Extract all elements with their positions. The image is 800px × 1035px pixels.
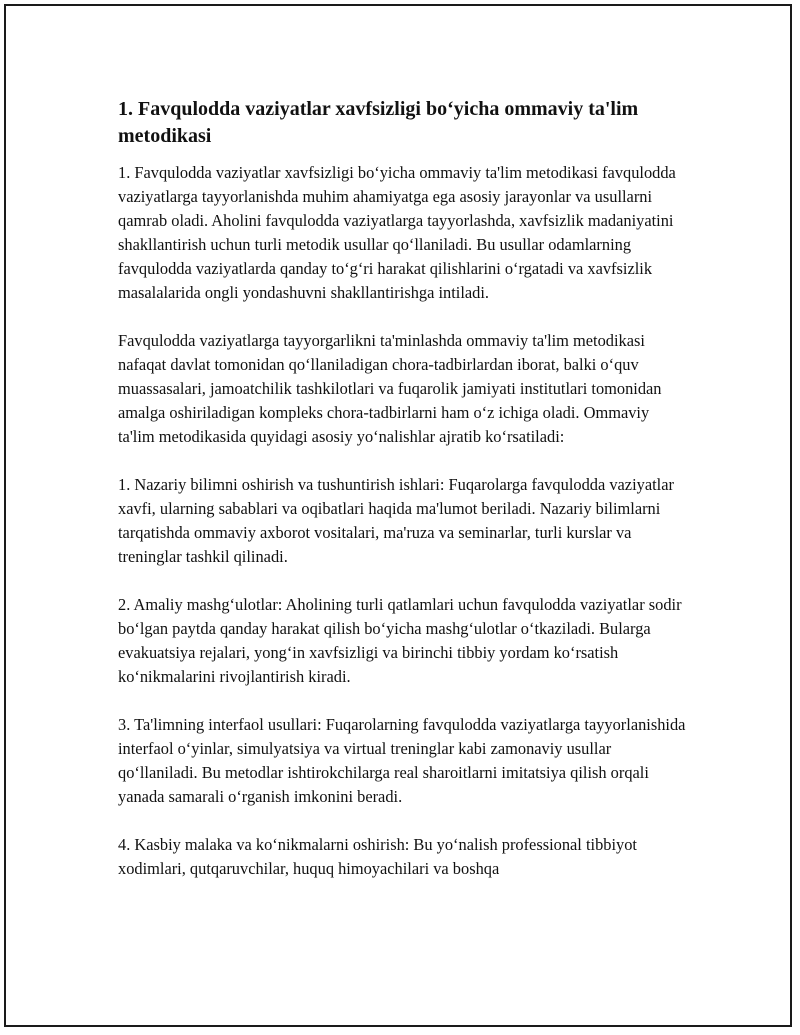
paragraph-item-4: 4. Kasbiy malaka va ko‘nikmalarni oshirish: Bu yo‘nalish professional tibbiyot xodimlari, qutqaruvchilar, huquq himoyachilari va boshqa — [118, 835, 637, 878]
paragraph-item-2: 2. Amaliy mashg‘ulotlar: Aholining turli qatlamlari uchun favqulodda vaziyatlar sodir bo‘lgan paytda qanday harakat qilish bo‘yicha mashg‘ulotlar o‘tkaziladi. Bularga evakuatsiya rejalari, yong‘in xavfsizligi va birinchi tibbiy yordam ko‘rsatish ko‘nikmalarini rivojlantirish kiradi. — [118, 595, 682, 686]
paragraph-item-3: 3. Ta'limning interfaol usullari: Fuqarolarning favqulodda vaziyatlarga tayyorlanishida interfaol o‘yinlar, simulyatsiya va virtual treninglar kabi zamonaviy usullar qo‘llaniladi. Bu metodlar ishtirokchilarga real sharoitlarni imitatsiya qilish orqali yanada samarali o‘rganish imkonini beradi. — [118, 715, 686, 806]
paragraph-directions: Favqulodda vaziyatlarga tayyorgarlikni ta'minlashda ommaviy ta'lim metodikasi nafaqat davlat tomonidan qo‘llaniladigan chora-tadbirlardan iborat, balki o‘quv muassasalari, jamoatchilik tashkilotlari va fuqarolik jamiyati institutlari tomonidan amalga oshiriladigan kompleks chora-tadbirlarni ham o‘z ichiga oladi. Ommaviy ta'lim metodikasida quyidagi asosiy yo‘nalishlar ajratib ko‘rsatiladi: — [118, 331, 662, 446]
document-title: 1. Favqulodda vaziyatlar xavfsizligi bo‘yicha ommaviy ta'lim metodikasi — [118, 98, 639, 147]
document-body — [118, 96, 688, 905]
paragraph-intro: 1. Favqulodda vaziyatlar xavfsizligi bo‘yicha ommaviy ta'lim metodikasi favqulodda vaziyatlarga tayyorlanishda muhim ahamiyatga ega asosiy jarayonlar va usullarni qamrab oladi. Aholini favqulodda vaziyatlarga tayyorlashda, xavfsizlik madaniyatini shakllantirish uchun turli metodik usullar qo‘llaniladi. Bu usullar odamlarning favqulodda vaziyatlarda qanday to‘g‘ri harakat qilishlarini o‘rgatadi va xavfsizlik masalalarida ongli yondashuvni shakllantirishga intiladi. — [118, 163, 676, 302]
paragraph-item-1: 1. Nazariy bilimni oshirish va tushuntirish ishlari: Fuqarolarga favqulodda vaziyatlar xavfi, ularning sabablari va oqibatlari haqida ma'lumot beriladi. Nazariy bilimlarni tarqatishda ommaviy axborot vositalari, ma'ruza va seminarlar, turli kurslar va treninglar tashkil qilinadi. — [118, 475, 674, 566]
